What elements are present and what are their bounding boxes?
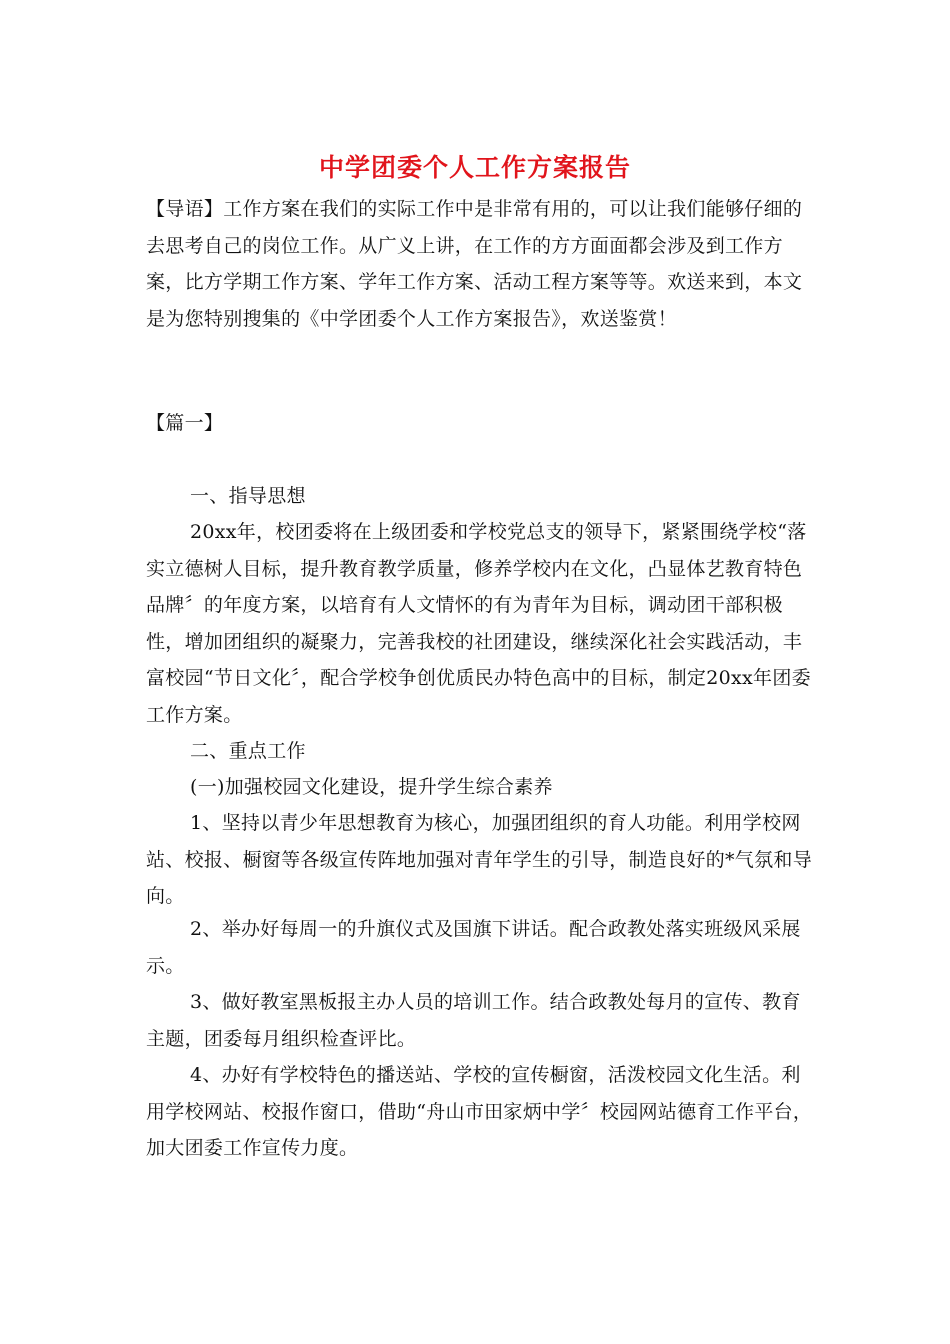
list-item-1: 1、坚持以青少年思想教育为核心，加强团组织的育人功能。利用学校网站、校报、橱窗等各级宣传阵地加强对青年学生的引导，制造良好的*气氛和导向。 [146, 812, 813, 907]
heading-guiding-ideas: 一、指导思想 [190, 485, 306, 507]
subheading-campus-culture: (一)加强校园文化建设，提升学生综合素养 [190, 776, 553, 798]
heading-key-work: 二、重点工作 [190, 740, 306, 762]
intro-paragraph: 【导语】工作方案在我们的实际工作中是非常有用的，可以让我们能够仔细的去思考自己的岗位工作。从广义上讲，在工作的方方面面都会涉及到工作方案，比方学期工作方案、学年工作方案、活动工程方案等等。欢送来到，本文是为您特别搜集的《中学团委个人工作方案报告》，欢送鉴赏！ [146, 198, 803, 330]
list-item-2: 2、举办好每周一的升旗仪式及国旗下讲话。配合政教处落实班级风采展示。 [146, 918, 801, 977]
list-item-4: 4、办好有学校特色的播送站、学校的宣传橱窗，活泼校园文化生活。利用学校网站、校报作窗口，借助“舟山市田家炳中学〞校园网站德育工作平台，加大团委工作宣传力度。 [146, 1064, 813, 1159]
paragraph-guiding-ideas: 20xx年，校团委将在上级团委和学校党总支的领导下，紧紧围绕学校“落实立德树人目标，提升教育教学质量，修养学校内在文化，凸显体艺教育特色品牌〞的年度方案，以培育有人文情怀的有为青年为目标，调动团干部积极性，增加团组织的凝聚力，完善我校的社团建设，继续深化社会实践活动，丰富校园“节日文化〞，配合学校争创优质民办特色高中的目标，制定20xx年团委工作方案。 [146, 521, 811, 726]
section-marker: 【篇一】 [146, 412, 224, 434]
document-title: 中学团委个人工作方案报告 [318, 153, 631, 182]
list-item-3: 3、做好教室黑板报主办人员的培训工作。结合政教处每月的宣传、教育主题，团委每月组织检查评比。 [146, 991, 801, 1050]
